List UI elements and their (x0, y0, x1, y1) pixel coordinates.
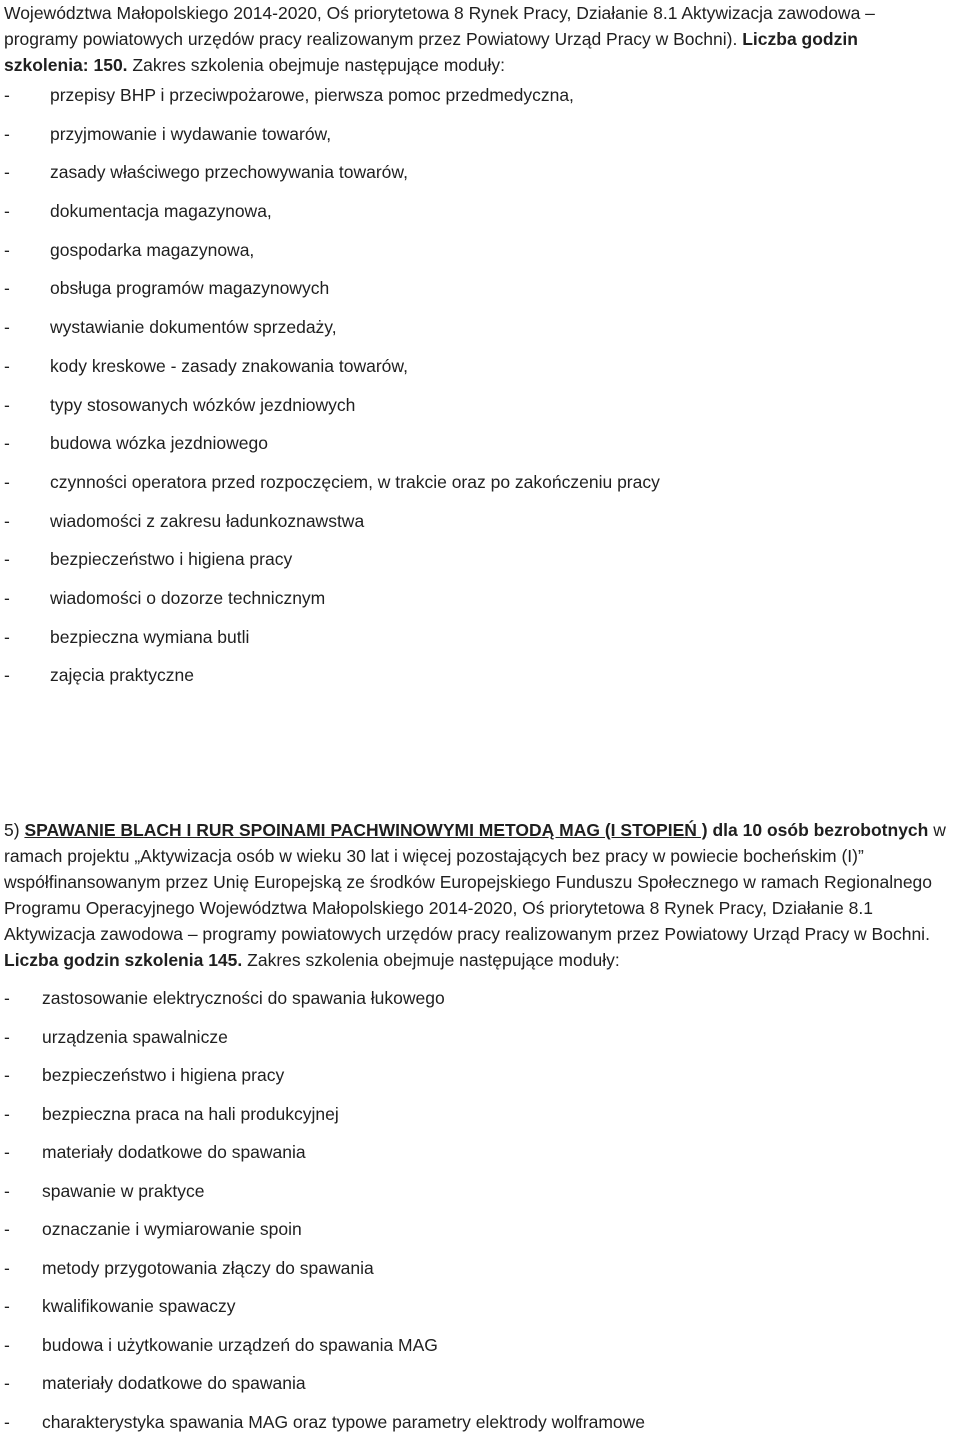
list-item-text: charakterystyka spawania MAG oraz typowe parametry elektrody wolframowe (42, 1412, 646, 1433)
list-item (4, 662, 660, 701)
list-item-text: materiały dodatkowe do spawania (42, 1373, 306, 1394)
list-item (4, 430, 660, 469)
dash: - (4, 1065, 10, 1086)
list-item-text: budowa wózka jezdniowego (50, 433, 268, 454)
dash: - (4, 1026, 10, 1047)
list-item-text: wystawianie dokumentów sprzedaży, (50, 317, 337, 338)
list-item-text: obsługa programów magazynowych (50, 278, 330, 299)
dash: - (4, 510, 10, 531)
dash: - (4, 1257, 10, 1278)
list-item (4, 1216, 645, 1255)
list-item-text: kwalifikowanie spawaczy (42, 1296, 236, 1317)
list-item-text: zastosowanie elektryczności do spawania łukowego (42, 988, 445, 1008)
list-item-text: przyjmowanie i wydawanie towarów, (50, 123, 332, 144)
dash: - (4, 162, 10, 183)
dash: - (4, 665, 10, 686)
list-item (4, 1255, 645, 1294)
dash: - (4, 239, 10, 260)
intro-paragraph (4, 0, 944, 78)
dash: - (4, 626, 10, 647)
list-item (4, 392, 660, 431)
dash: - (4, 355, 10, 376)
list-item-text: bezpieczna wymiana butli (50, 626, 250, 647)
scope-text: Zakres szkolenia obejmuje następujące moduły: (132, 55, 505, 75)
list-item (4, 546, 660, 585)
list-item (4, 469, 660, 508)
list-item (4, 1139, 645, 1178)
dash: - (4, 85, 10, 105)
list-item-text: bezpieczna praca na hali produkcyjnej (42, 1103, 339, 1124)
list-item (4, 585, 660, 624)
list-item-text: oznaczanie i wymiarowanie spoin (42, 1219, 302, 1240)
list-item (4, 82, 660, 121)
hours-label: Liczba godzin szkolenia 145. (4, 950, 243, 970)
section-number: 5) (4, 820, 20, 840)
list-item (4, 237, 660, 276)
dash: - (4, 1334, 10, 1355)
list-item-text: dokumentacja magazynowa, (50, 201, 272, 222)
list-item (4, 198, 660, 237)
dash: - (4, 1142, 10, 1163)
dash: - (4, 1412, 10, 1433)
list-item-text: bezpieczeństwo i higiena pracy (42, 1065, 285, 1086)
list-item (4, 1332, 645, 1371)
participants: dla 10 osób bezrobotnych (712, 820, 929, 840)
dash: - (4, 1103, 10, 1124)
dash: - (4, 587, 10, 608)
list-item-text: materiały dodatkowe do spawania (42, 1142, 306, 1163)
dash: - (4, 123, 10, 144)
dash: - (4, 201, 10, 222)
list-item-text: spawanie w praktyce (42, 1180, 205, 1201)
section-5-paragraph (4, 817, 954, 973)
list-item-text: urządzenia spawalnicze (42, 1026, 228, 1047)
list-item-text: zajęcia praktyczne (50, 665, 194, 686)
list-item (4, 508, 660, 547)
list-item-text: przepisy BHP i przeciwpożarowe, pierwsza pomoc przedmedyczna, (50, 85, 574, 105)
hours-label: Liczba godzin szkolenia: 150. (4, 29, 858, 75)
list-item-text: kody kreskowe - zasady znakowania towarów, (50, 355, 408, 376)
dash: - (4, 471, 10, 492)
list-item (4, 985, 645, 1024)
dash: - (4, 1219, 10, 1240)
list-item (4, 159, 660, 198)
list-item (4, 314, 660, 353)
list-item (4, 1062, 645, 1101)
dash: - (4, 549, 10, 570)
list-item-text: typy stosowanych wózków jezdniowych (50, 394, 356, 415)
dash: - (4, 988, 10, 1008)
list-item (4, 624, 660, 663)
module-list-warehouse (4, 82, 660, 701)
list-item-text: zasady właściwego przechowywania towarów, (50, 162, 408, 183)
list-item-text: metody przygotowania złączy do spawania (42, 1257, 374, 1278)
list-item-text: wiadomości z zakresu ładunkoznawstwa (50, 510, 365, 531)
list-item (4, 1024, 645, 1063)
list-item-text: gospodarka magazynowa, (50, 239, 255, 260)
list-item-text: czynności operatora przed rozpoczęciem, w trakcie oraz po zakończeniu pracy (50, 471, 660, 492)
dash: - (4, 278, 10, 299)
intro-text: Województwa Małopolskiego 2014-2020, Oś priorytetowa 8 Rynek Pracy, Działanie 8.1 Aktywizacja zawodowa – programy powiatowych urzędów pracy realizowanym przez Powiatowy Urząd Pracy w Bochni). (4, 3, 875, 49)
list-item (4, 121, 660, 160)
module-list-welding (4, 985, 645, 1448)
dash: - (4, 317, 10, 338)
list-item-text: wiadomości o dozorze technicznym (50, 587, 326, 608)
list-item (4, 1370, 645, 1409)
list-item (4, 353, 660, 392)
list-item (4, 1178, 645, 1217)
list-item-text: budowa i użytkowanie urządzeń do spawania MAG (42, 1334, 438, 1355)
list-item (4, 1101, 645, 1140)
scope-text: Zakres szkolenia obejmuje następujące moduły: (247, 950, 620, 970)
dash: - (4, 394, 10, 415)
list-item (4, 275, 660, 314)
list-item-text: bezpieczeństwo i higiena pracy (50, 549, 293, 570)
section-body-text: w ramach projektu „Aktywizacja osób w wieku 30 lat i więcej pozostających bez pracy w powiecie bocheńskim (I)” współfinansowanym przez Unię Europejską ze środków Europejskiego Funduszu Społecznego w ramach Regionalnego Programu Operacyjnego Województwa Małopolskiego 2014-2020, Oś priorytetowa 8 Rynek Pracy, Działanie 8.1 Aktywizacja zawodowa – programy powiatowych urzędów pracy realizowanym przez Powiatowy Urząd Pracy w Bochni. (4, 820, 946, 944)
dash: - (4, 1296, 10, 1317)
course-title: SPAWANIE BLACH I RUR SPOINAMI PACHWINOWYMI METODĄ MAG (I STOPIEŃ ) (24, 820, 708, 840)
dash: - (4, 1180, 10, 1201)
list-item (4, 1409, 645, 1448)
dash: - (4, 433, 10, 454)
dash: - (4, 1373, 10, 1394)
list-item (4, 1293, 645, 1332)
